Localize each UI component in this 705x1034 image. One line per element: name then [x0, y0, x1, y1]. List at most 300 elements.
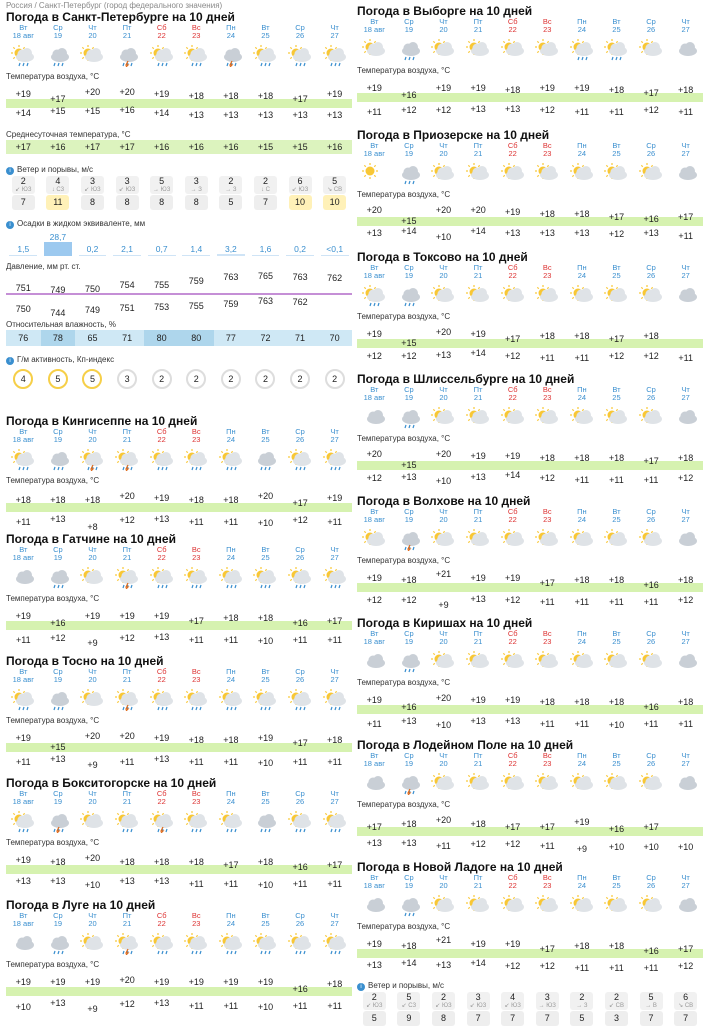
geo-label[interactable]: i Г/м активность, Кп-индекс	[6, 354, 352, 366]
day-header[interactable]	[634, 264, 669, 280]
day-header[interactable]	[530, 874, 565, 890]
info-icon[interactable]: i	[357, 983, 365, 991]
day-header[interactable]	[495, 264, 530, 280]
temp-low: +11	[609, 962, 624, 973]
day-header[interactable]	[565, 18, 600, 34]
city-title[interactable]: Погода в Санкт-Петербурге на 10 дней	[6, 10, 235, 24]
day-header[interactable]	[317, 428, 352, 444]
day-date: 27	[681, 25, 690, 34]
day-header[interactable]	[495, 508, 530, 524]
day-weekday: Вс	[542, 385, 552, 394]
day-header[interactable]	[426, 874, 461, 890]
wind-gust: 8	[185, 195, 208, 210]
weather-pc-icon	[634, 39, 669, 61]
weather-pc-rain-icon	[283, 45, 318, 67]
weather-pc-rain-icon	[283, 689, 318, 711]
temp-high: +18	[574, 697, 590, 708]
temp-high: +19	[257, 977, 274, 988]
day-header[interactable]	[6, 912, 41, 928]
temp-high: +17	[327, 859, 343, 870]
temp-low: +12	[505, 595, 521, 606]
day-weekday: Пн	[577, 507, 587, 516]
day-header[interactable]	[495, 18, 530, 34]
day-header[interactable]	[565, 508, 600, 524]
day-date: 24	[577, 393, 587, 402]
day-header[interactable]	[214, 428, 249, 444]
day-header[interactable]	[668, 752, 703, 768]
day-header[interactable]	[599, 508, 634, 524]
weather-cloud-icon	[668, 773, 703, 795]
temp-high: +20	[84, 731, 101, 741]
day-header[interactable]	[599, 752, 634, 768]
day-weekday: Чт	[330, 427, 339, 436]
weather-pc-icon	[426, 895, 461, 917]
day-header[interactable]	[461, 142, 496, 158]
day-header[interactable]	[599, 18, 634, 34]
temp-high: +19	[15, 855, 31, 866]
temp-low: +10	[435, 476, 452, 487]
temp-high: +17	[539, 821, 555, 832]
city-forecast	[357, 372, 703, 488]
day-header[interactable]	[599, 874, 634, 890]
day-header[interactable]	[41, 790, 76, 806]
day-header[interactable]	[283, 428, 318, 444]
wind-gust: 8	[432, 1011, 455, 1026]
day-date: 23	[192, 919, 201, 928]
day-header[interactable]	[144, 24, 179, 40]
weather-pc-icon	[75, 45, 110, 67]
day-header[interactable]	[461, 264, 496, 280]
day-header[interactable]	[530, 142, 565, 158]
temp-low: +12	[643, 351, 659, 362]
day-header[interactable]	[6, 428, 41, 444]
day-date: 21	[473, 637, 483, 646]
day-header[interactable]	[530, 264, 565, 280]
day-header[interactable]	[461, 18, 496, 34]
temp-high: +20	[435, 815, 452, 825]
temp-high: +19	[15, 611, 31, 622]
day-date: 22	[508, 271, 517, 280]
day-header[interactable]	[357, 508, 392, 524]
wind-gust: 10	[289, 195, 312, 210]
temp-label: Температура воздуха, °C	[357, 434, 451, 443]
precip-label[interactable]: i Осадки в жидком эквиваленте, мм	[6, 218, 352, 230]
day-date: 18 авг	[12, 435, 34, 444]
day-header[interactable]	[495, 142, 530, 158]
day-header[interactable]	[565, 386, 600, 402]
day-header[interactable]	[634, 752, 669, 768]
temp-high: +17	[608, 211, 625, 222]
day-header[interactable]	[357, 386, 392, 402]
day-header[interactable]	[214, 668, 249, 684]
day-header[interactable]	[634, 142, 669, 158]
day-header[interactable]	[317, 790, 352, 806]
day-header[interactable]	[565, 264, 600, 280]
city-title[interactable]: Погода в Шлиссельбурге на 10 дней	[357, 372, 575, 386]
day-header[interactable]	[317, 668, 352, 684]
day-header[interactable]	[357, 630, 392, 646]
day-header[interactable]	[283, 912, 318, 928]
day-header[interactable]	[530, 18, 565, 34]
day-header[interactable]	[634, 630, 669, 646]
day-header[interactable]	[426, 18, 461, 34]
day-header[interactable]	[75, 668, 110, 684]
day-header[interactable]	[392, 874, 427, 890]
temp-high: +15	[401, 216, 417, 226]
day-header[interactable]	[41, 912, 76, 928]
day-header[interactable]	[179, 790, 214, 806]
wind-cell	[214, 176, 249, 218]
temp-high: +19	[119, 611, 135, 622]
weather-pc-icon	[565, 895, 600, 917]
day-date: 26	[646, 881, 656, 890]
temperature-graph	[6, 848, 352, 892]
day-header[interactable]	[283, 24, 318, 40]
wind-label[interactable]: i Ветер и порывы, м/с	[6, 164, 352, 176]
day-header[interactable]	[248, 668, 283, 684]
day-header[interactable]	[357, 874, 392, 890]
day-header[interactable]	[317, 912, 352, 928]
wind-label[interactable]: i Ветер и порывы, м/с	[357, 980, 703, 992]
temp-high: +19	[188, 977, 204, 988]
day-header[interactable]	[495, 874, 530, 890]
day-header[interactable]	[357, 264, 392, 280]
temp-low: +11	[539, 718, 555, 729]
day-date: 18 авг	[363, 515, 385, 524]
temp-low: +13	[154, 631, 170, 642]
weather-cloud-rain-icon	[392, 407, 427, 429]
day-header[interactable]	[426, 508, 461, 524]
city-title[interactable]: Погода в Волхове на 10 дней	[357, 494, 531, 508]
day-weekday: Вт	[19, 911, 28, 920]
day-header[interactable]	[75, 24, 110, 40]
day-weekday: Ср	[646, 629, 656, 638]
city-forecast	[357, 250, 703, 366]
day-date: 18 авг	[12, 31, 34, 40]
weather-cloud-storm-icon	[110, 45, 145, 67]
day-header[interactable]	[668, 874, 703, 890]
temp-low: +11	[643, 962, 659, 973]
temp-low: +11	[327, 516, 342, 527]
day-weekday: Чт	[681, 873, 690, 882]
day-header[interactable]	[530, 752, 565, 768]
info-icon[interactable]: i	[6, 357, 14, 365]
day-header[interactable]	[144, 790, 179, 806]
day-weekday: Пн	[226, 545, 236, 554]
day-header[interactable]	[144, 428, 179, 444]
day-header[interactable]	[6, 546, 41, 562]
day-header[interactable]	[144, 912, 179, 928]
temp-high: +19	[470, 695, 486, 706]
day-header[interactable]	[357, 18, 392, 34]
temp-low: +12	[608, 351, 625, 362]
day-header[interactable]	[634, 386, 669, 402]
day-header[interactable]	[214, 546, 249, 562]
days-row	[357, 386, 703, 402]
day-header[interactable]	[317, 24, 352, 40]
day-header[interactable]	[461, 630, 496, 646]
day-header[interactable]	[179, 912, 214, 928]
wind-gust: 11	[46, 195, 69, 210]
day-header[interactable]	[461, 508, 496, 524]
day-header[interactable]	[214, 912, 249, 928]
day-header[interactable]	[248, 24, 283, 40]
day-header[interactable]	[110, 546, 145, 562]
day-header[interactable]	[248, 546, 283, 562]
temp-high: +18	[401, 819, 417, 830]
day-header[interactable]	[392, 142, 427, 158]
day-weekday: Ср	[646, 507, 656, 516]
weather-pc-rain-icon	[599, 39, 634, 61]
temp-high: +19	[574, 817, 590, 828]
precip-value: 1,5	[17, 244, 30, 254]
day-header[interactable]	[317, 546, 352, 562]
temp-high: +20	[435, 327, 452, 337]
wind-cell	[6, 176, 41, 218]
city-title[interactable]: Погода в Бокситогорске на 10 дней	[6, 776, 217, 790]
day-header[interactable]	[530, 630, 565, 646]
day-header[interactable]	[426, 386, 461, 402]
day-weekday: Ср	[53, 427, 63, 436]
temp-high: +18	[154, 857, 170, 868]
wind-speed: 2 → З	[219, 176, 242, 194]
day-weekday: Пт	[473, 17, 483, 26]
temp-high: +19	[154, 611, 170, 622]
day-weekday: Вс	[191, 789, 201, 798]
day-header[interactable]	[283, 790, 318, 806]
day-weekday: Пт	[473, 385, 483, 394]
temp-high: +18	[50, 857, 66, 868]
day-header[interactable]	[668, 18, 703, 34]
day-header[interactable]	[144, 668, 179, 684]
day-header[interactable]	[110, 912, 145, 928]
day-weekday: Ср	[53, 667, 63, 676]
weather-pc-rain-icon	[6, 811, 41, 833]
temp-low: +11	[188, 634, 204, 645]
day-header[interactable]	[6, 668, 41, 684]
weather-pc-rain-icon	[317, 933, 352, 955]
temp-low: +11	[574, 962, 590, 973]
temp-high: +16	[643, 213, 659, 224]
day-weekday: Ср	[53, 911, 63, 920]
day-header[interactable]	[495, 386, 530, 402]
day-header[interactable]	[110, 668, 145, 684]
temp-high: +21	[435, 568, 452, 579]
day-date: 23	[543, 271, 552, 280]
day-header[interactable]	[392, 18, 427, 34]
day-header[interactable]	[461, 752, 496, 768]
day-weekday: Чт	[439, 873, 448, 882]
day-header[interactable]	[75, 428, 110, 444]
city-title[interactable]: Погода в Тосно на 10 дней	[6, 654, 164, 668]
day-header[interactable]	[392, 386, 427, 402]
days-row	[6, 668, 352, 684]
day-header[interactable]	[599, 386, 634, 402]
weather-cloud-rain-icon	[41, 933, 76, 955]
day-header[interactable]	[392, 752, 427, 768]
weather-pc-icon	[599, 529, 634, 551]
day-header[interactable]	[41, 668, 76, 684]
day-date: 25	[261, 553, 270, 562]
day-header[interactable]	[565, 630, 600, 646]
city-forecast	[6, 532, 352, 648]
day-header[interactable]	[599, 142, 634, 158]
city-title[interactable]: Погода в Киришах на 10 дней	[357, 616, 533, 630]
city-title[interactable]: Погода в Кингисеппе на 10 дней	[6, 414, 198, 428]
day-weekday: Вт	[370, 141, 379, 150]
day-date: 24	[577, 271, 587, 280]
wind-speed: 4 ↓ С3	[46, 176, 69, 194]
kp-index: 4	[13, 369, 33, 389]
day-header[interactable]	[599, 264, 634, 280]
day-header[interactable]	[392, 630, 427, 646]
pressure-high: 749	[50, 284, 66, 295]
weather-pc-rain-icon	[317, 45, 352, 67]
day-header[interactable]	[392, 264, 427, 280]
day-header[interactable]	[634, 508, 669, 524]
day-date: 26	[295, 919, 305, 928]
kp-index: 2	[325, 369, 345, 389]
day-header[interactable]	[530, 386, 565, 402]
day-header[interactable]	[461, 386, 496, 402]
weather-pc-rain-icon	[144, 933, 179, 955]
weather-pc-rain-icon	[248, 567, 283, 589]
temp-low: +13	[257, 109, 274, 120]
day-header[interactable]	[461, 874, 496, 890]
day-header[interactable]	[214, 790, 249, 806]
temp-low: +11	[609, 106, 624, 117]
day-header[interactable]	[41, 546, 76, 562]
day-header[interactable]	[248, 790, 283, 806]
precip-value: 0,7	[155, 244, 168, 254]
info-icon[interactable]: i	[6, 221, 14, 229]
weather-pc-icon	[461, 285, 496, 307]
city-title[interactable]: Погода в Токсово на 10 дней	[357, 250, 528, 264]
temp-low: +11	[609, 596, 624, 607]
temp-low: +11	[188, 878, 204, 889]
day-header[interactable]	[599, 630, 634, 646]
day-header[interactable]	[75, 790, 110, 806]
day-header[interactable]	[668, 630, 703, 646]
temp-low: +11	[366, 106, 382, 117]
day-date: 21	[473, 759, 483, 768]
temp-low: +13	[292, 109, 308, 120]
wind-gust: 5	[570, 1011, 593, 1026]
temp-low: +10	[643, 842, 659, 853]
day-date: 22	[157, 553, 166, 562]
day-header[interactable]	[214, 24, 249, 40]
day-header[interactable]	[110, 24, 145, 40]
temp-high: +18	[15, 495, 31, 506]
day-header[interactable]	[248, 912, 283, 928]
weather-pc-icon	[634, 285, 669, 307]
city-title[interactable]: Погода в Гатчине на 10 дней	[6, 532, 176, 546]
day-date: 20	[88, 435, 97, 444]
city-forecast	[357, 4, 703, 120]
city-title[interactable]: Погода в Выборге на 10 дней	[357, 4, 533, 18]
day-header[interactable]	[75, 912, 110, 928]
day-header[interactable]	[283, 546, 318, 562]
humidity-value: 71	[283, 330, 318, 346]
day-header[interactable]	[357, 752, 392, 768]
day-header[interactable]	[179, 546, 214, 562]
info-icon[interactable]: i	[6, 167, 14, 175]
weather-pc-rain-icon	[179, 933, 214, 955]
temp-high: +17	[292, 93, 308, 104]
day-header[interactable]	[248, 428, 283, 444]
day-header[interactable]	[668, 508, 703, 524]
city-title[interactable]: Погода в Приозерске на 10 дней	[357, 128, 550, 142]
day-weekday: Вс	[542, 629, 552, 638]
day-header[interactable]	[179, 428, 214, 444]
day-weekday: Чт	[88, 545, 97, 554]
temp-low: +12	[401, 351, 417, 362]
day-header[interactable]	[668, 142, 703, 158]
day-date: 18 авг	[12, 919, 34, 928]
day-header[interactable]	[426, 752, 461, 768]
day-header[interactable]	[6, 24, 41, 40]
day-header[interactable]	[495, 630, 530, 646]
day-date: 24	[226, 435, 236, 444]
temp-label: Температура воздуха, °C	[357, 190, 451, 199]
city-title[interactable]: Погода в Новой Ладоге на 10 дней	[357, 860, 563, 874]
day-header[interactable]	[565, 142, 600, 158]
day-header[interactable]	[634, 874, 669, 890]
avg-temp: +15	[257, 142, 274, 152]
breadcrumb[interactable]: Россия / Санкт-Петербург (город федерального значения)	[6, 1, 223, 10]
day-header[interactable]	[495, 752, 530, 768]
day-header[interactable]	[357, 142, 392, 158]
day-header[interactable]	[668, 264, 703, 280]
weather-pc-icon	[530, 773, 565, 795]
weather-pc-icon	[426, 285, 461, 307]
day-header[interactable]	[668, 386, 703, 402]
day-header[interactable]	[565, 874, 600, 890]
day-header[interactable]	[110, 790, 145, 806]
wind-speed: 6 ↙ ЮЗ	[289, 176, 312, 194]
precip-bar	[217, 254, 245, 256]
day-header[interactable]	[426, 142, 461, 158]
temperature-graph	[357, 322, 703, 366]
day-header[interactable]	[426, 630, 461, 646]
day-header[interactable]	[144, 546, 179, 562]
temp-low: +11	[188, 516, 204, 527]
day-date: 19	[404, 759, 414, 768]
weather-cloud-storm-icon	[214, 45, 249, 67]
day-header[interactable]	[41, 24, 76, 40]
avg-temp: +16	[223, 142, 239, 152]
day-header[interactable]	[179, 668, 214, 684]
day-header[interactable]	[565, 752, 600, 768]
pressure-low: 753	[154, 302, 170, 313]
day-header[interactable]	[283, 668, 318, 684]
day-header[interactable]	[426, 264, 461, 280]
day-header[interactable]	[6, 790, 41, 806]
day-header[interactable]	[75, 546, 110, 562]
day-header[interactable]	[530, 508, 565, 524]
weather-pc-icon	[426, 39, 461, 61]
city-title[interactable]: Погода в Луге на 10 дней	[6, 898, 156, 912]
day-weekday: Пт	[122, 667, 132, 676]
weather-pc-icon	[495, 651, 530, 673]
day-header[interactable]	[110, 428, 145, 444]
temp-high: +17	[366, 821, 382, 832]
day-header[interactable]	[634, 18, 669, 34]
city-title[interactable]: Погода в Лодейном Поле на 10 дней	[357, 738, 574, 752]
day-header[interactable]	[392, 508, 427, 524]
day-header[interactable]	[41, 428, 76, 444]
day-header[interactable]	[179, 24, 214, 40]
